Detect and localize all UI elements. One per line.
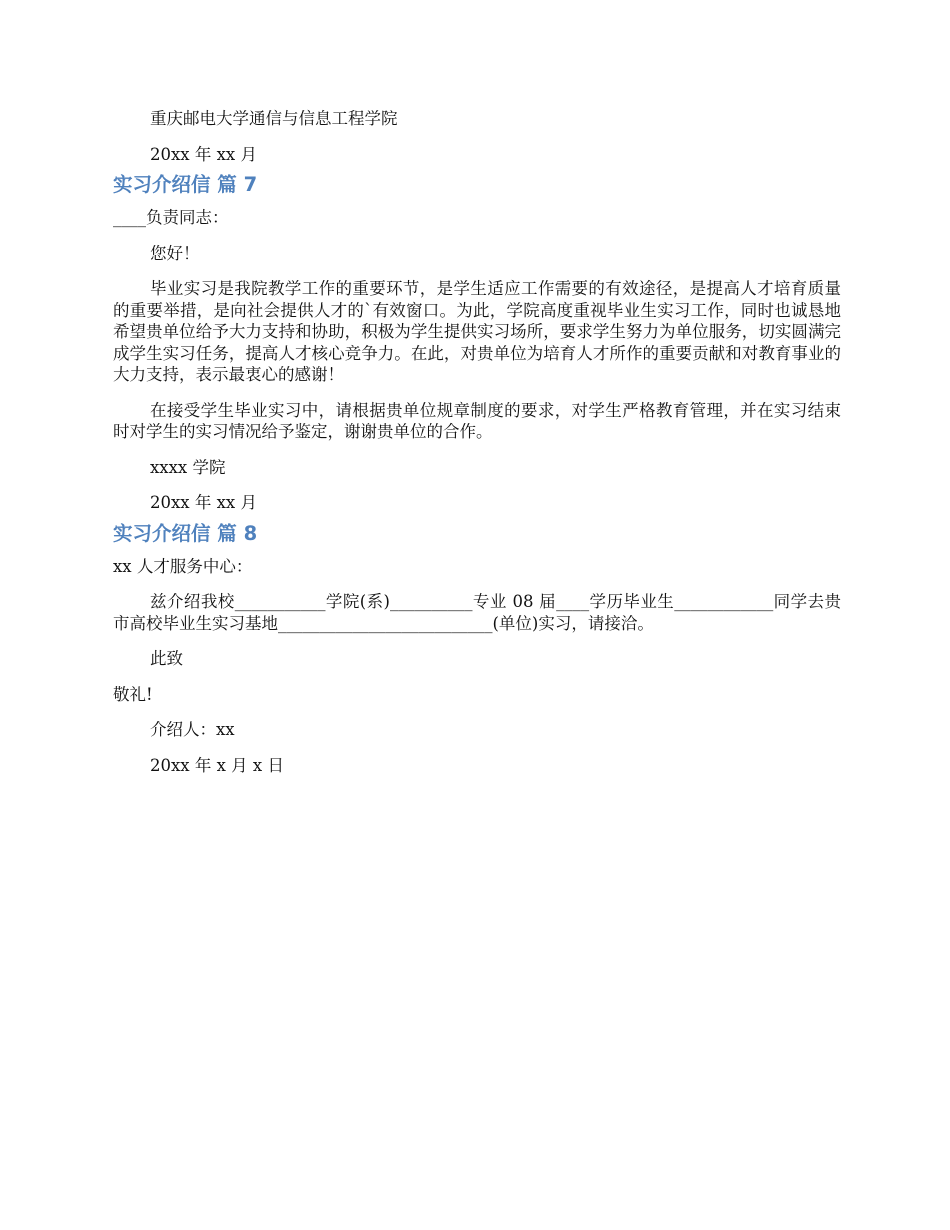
body-paragraph-2: 在接受学生毕业实习中，请根据贵单位规章制度的要求，对学生严格教育管理，并在实习结束时对学生的实习情况给予鉴定，谢谢贵单位的合作。 <box>113 400 841 441</box>
document-page <box>113 108 841 776</box>
signer: xxxx 学院 <box>150 457 226 477</box>
salutation: ____负责同志： <box>113 208 229 227</box>
introducer: 介绍人：xx <box>150 720 235 739</box>
salutation: xx 人才服务中心： <box>113 556 253 576</box>
body-paragraph: 兹介绍我校___________学院(系)__________专业 08 届____学历毕业生____________同学去贵市高校毕业生实习基地__________________________(单位)实习，请接洽。 <box>113 592 841 633</box>
section-heading-8: 实习介绍信 篇 8 <box>113 521 258 545</box>
letter-date: 20xx 年 x 月 x 日 <box>150 755 284 775</box>
section-heading-7: 实习介绍信 篇 7 <box>113 173 258 196</box>
closing: 此致 <box>150 649 183 668</box>
regards: 敬礼! <box>113 684 153 704</box>
greeting: 您好！ <box>150 243 200 263</box>
letter-date: 20xx 年 xx 月 <box>150 493 257 512</box>
school-signature: 重庆邮电大学通信与信息工程学院 <box>150 109 398 128</box>
letter-date: 20xx 年 xx 月 <box>150 144 257 164</box>
body-paragraph-1: 毕业实习是我院教学工作的重要环节，是学生适应工作需要的有效途径，是提高人才培育质量的重要举措，是向社会提供人才的`有效窗口。为此，学院高度重视毕业生实习工作，同时也诚恳地希望贵单位给予大力支持和协助，积极为学生提供实习场所，要求学生努力为单位服务，切实圆满完成学生实习任务，提高人才核心竞争力。在此，对贵单位为培育人才所作的重要贡献和对教育事业的大力支持，表示最衷心的感谢！ <box>113 279 841 384</box>
